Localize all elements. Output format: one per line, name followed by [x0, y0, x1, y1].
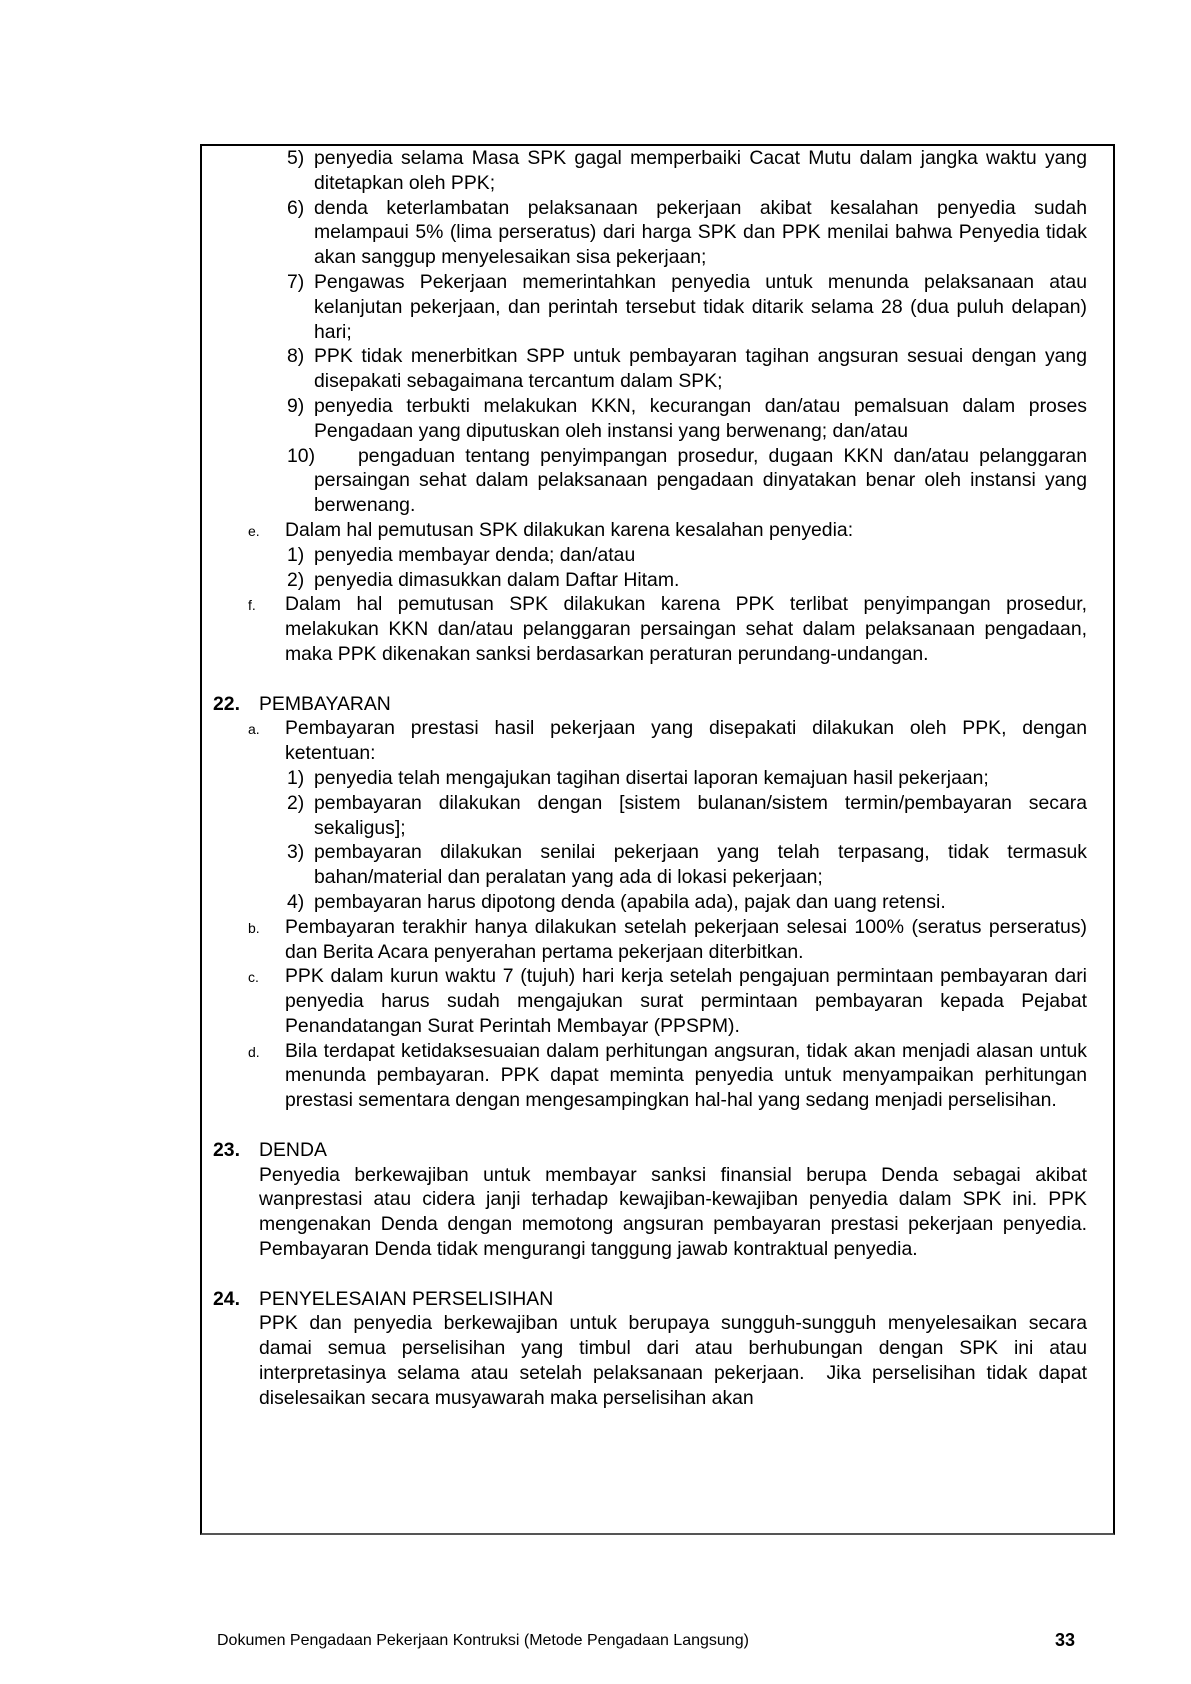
document-body [213, 146, 1093, 1411]
item-text: penyedia dimasukkan dalam Daftar Hitam. [314, 568, 680, 591]
item-marker: 5) [287, 147, 305, 169]
list-item [213, 270, 1087, 344]
list-item [213, 766, 1087, 791]
item-marker: c. [248, 969, 259, 986]
item-marker: e. [248, 522, 260, 539]
section-title: PEMBAYARAN [259, 692, 391, 715]
item-text: Dalam hal pemutusan SPK dilakukan karena PPK terlibat penyimpangan prosedur, melakukan KKN dan/atau pelanggaran persaingan sehat dalam pelaksanaan pengadaan, maka PPK dikenakan sanksi berdasarkan peraturan perundang-undangan. [285, 593, 1087, 665]
spacer [213, 1262, 1087, 1287]
item-text: penyedia membayar denda; dan/atau [314, 543, 636, 566]
list-item-e [213, 518, 1087, 543]
list-item [213, 394, 1087, 444]
footer-document-title: Dokumen Pengadaan Pekerjaan Kontruksi (Metode Pengadaan Langsung) [217, 1632, 749, 1649]
item-text: Dalam hal pemutusan SPK dilakukan karena kesalahan penyedia: [285, 518, 854, 541]
section-title: PENYELESAIAN PERSELISIHAN [259, 1287, 554, 1310]
section-number: 24. [213, 1287, 240, 1310]
section-heading-24 [213, 1287, 1087, 1312]
item-text: pembayaran harus dipotong denda (apabila ada), pajak dan uang retensi. [314, 890, 946, 913]
item-marker: 2) [287, 791, 305, 814]
item-marker: 10) [287, 444, 316, 467]
item-marker: 2) [287, 568, 305, 591]
list-item [213, 146, 1087, 196]
item-marker: 1) [287, 543, 305, 566]
item-text: denda keterlambatan pelaksanaan pekerjaan akibat kesalahan penyedia sudah melampaui 5% (lima perseratus) dari harga SPK dan PPK menilai bahwa Penyedia tidak akan sanggup menyelesaikan sisa pekerjaan; [314, 196, 1087, 269]
item-marker: a. [248, 721, 260, 738]
item-text: penyedia selama Masa SPK gagal memperbaiki Cacat Mutu dalam jangka waktu yang ditetapkan oleh PPK; [314, 147, 1087, 194]
item-marker: 3) [287, 841, 305, 864]
list-item-c [213, 964, 1087, 1038]
list-item-a [213, 716, 1087, 766]
item-marker: f. [248, 597, 256, 614]
item-text: Pengawas Pekerjaan memerintahkan penyedia untuk menunda pelaksanaan atau kelanjutan pekerjaan, dan perintah tersebut tidak ditarik selama 28 (dua puluh delapan) hari; [314, 270, 1087, 343]
item-text: penyedia terbukti melakukan KKN, kecurangan dan/atau pemalsuan dalam proses Pengadaan yang diputuskan oleh instansi yang berwenang; dan/atau [314, 394, 1087, 442]
list-item [213, 196, 1087, 270]
list-item [213, 791, 1087, 841]
section-title: DENDA [259, 1138, 327, 1161]
section-paragraph: Penyedia berkewajiban untuk membayar sanksi finansial berupa Denda sebagai akibat wanprestasi atau cidera janji terhadap kewajiban-kewajiban penyedia dalam SPK ini. PPK mengenakan Denda dengan memotong angsuran pembayaran prestasi pekerjaan penyedia. Pembayaran Denda tidak mengurangi tanggung jawab kontraktual penyedia. [259, 1163, 1087, 1261]
item-text: Pembayaran terakhir hanya dilakukan setelah pekerjaan selesai 100% (seratus perseratus) dan Berita Acara penyerahan pertama pekerjaan diterbitkan. [285, 915, 1087, 963]
item-text: pembayaran dilakukan senilai pekerjaan yang telah terpasang, tidak termasuk bahan/material dan peralatan yang ada di lokasi pekerjaan; [314, 841, 1087, 889]
list-item [213, 568, 1087, 593]
section-heading-22 [213, 692, 1087, 717]
list-item [213, 543, 1087, 568]
list-item-b [213, 915, 1087, 965]
item-text: PPK tidak menerbitkan SPP untuk pembayaran tagihan angsuran sesuai dengan yang disepakati sebagaimana tercantum dalam SPK; [314, 345, 1087, 393]
list-item [213, 344, 1087, 394]
item-marker: 6) [287, 196, 305, 219]
list-item-d [213, 1039, 1087, 1113]
item-text: pembayaran dilakukan dengan [sistem bulanan/sistem termin/pembayaran secara sekaligus]; [314, 791, 1087, 839]
item-marker: 4) [287, 890, 305, 913]
item-text: penyedia telah mengajukan tagihan disertai laporan kemajuan hasil pekerjaan; [314, 766, 989, 789]
item-text: Pembayaran prestasi hasil pekerjaan yang disepakati dilakukan oleh PPK, dengan ketentuan: [285, 717, 1087, 765]
section-number: 23. [213, 1138, 240, 1161]
item-marker: 8) [287, 345, 305, 368]
item-text: PPK dalam kurun waktu 7 (tujuh) hari kerja setelah pengajuan permintaan pembayaran dari penyedia harus sudah mengajukan surat permintaan pembayaran kepada Pejabat Penandatangan Surat Perintah Membayar (PPSPM). [285, 965, 1087, 1037]
page-number: 33 [1055, 1630, 1076, 1650]
spacer [213, 1113, 1087, 1138]
item-marker: b. [248, 919, 260, 936]
item-text: Bila terdapat ketidaksesuaian dalam perhitungan angsuran, tidak akan menjadi alasan untuk menunda pembayaran. PPK dapat meminta penyedia untuk menyampaikan perhitungan prestasi sementara dengan mengesampingkan hal-hal yang sedang menjadi perselisihan. [285, 1039, 1087, 1112]
item-marker: d. [248, 1043, 260, 1060]
list-item [213, 840, 1087, 890]
section-number: 22. [213, 692, 240, 715]
list-item-f [213, 592, 1087, 666]
spacer [213, 667, 1087, 692]
section-paragraph: PPK dan penyedia berkewajiban untuk berupaya sungguh-sungguh menyelesaikan secara damai semua perselisihan yang timbul dari atau berhubungan dengan SPK ini atau interpretasinya selama atau setelah pelaksanaan pekerjaan. Jika perselisihan tidak dapat diselesaikan secara musyawarah maka perselisihan akan [259, 1312, 1093, 1409]
item-marker: 1) [287, 766, 305, 789]
item-marker: 9) [287, 394, 305, 417]
list-item [213, 444, 1087, 518]
item-marker: 7) [287, 270, 305, 293]
item-text: pengaduan tentang penyimpangan prosedur, dugaan KKN dan/atau pelanggaran persaingan sehat dalam pelaksanaan pengadaan dinyatakan benar oleh instansi yang berwenang. [314, 444, 1087, 517]
section-heading-23 [213, 1138, 1087, 1163]
list-item [213, 890, 1087, 915]
